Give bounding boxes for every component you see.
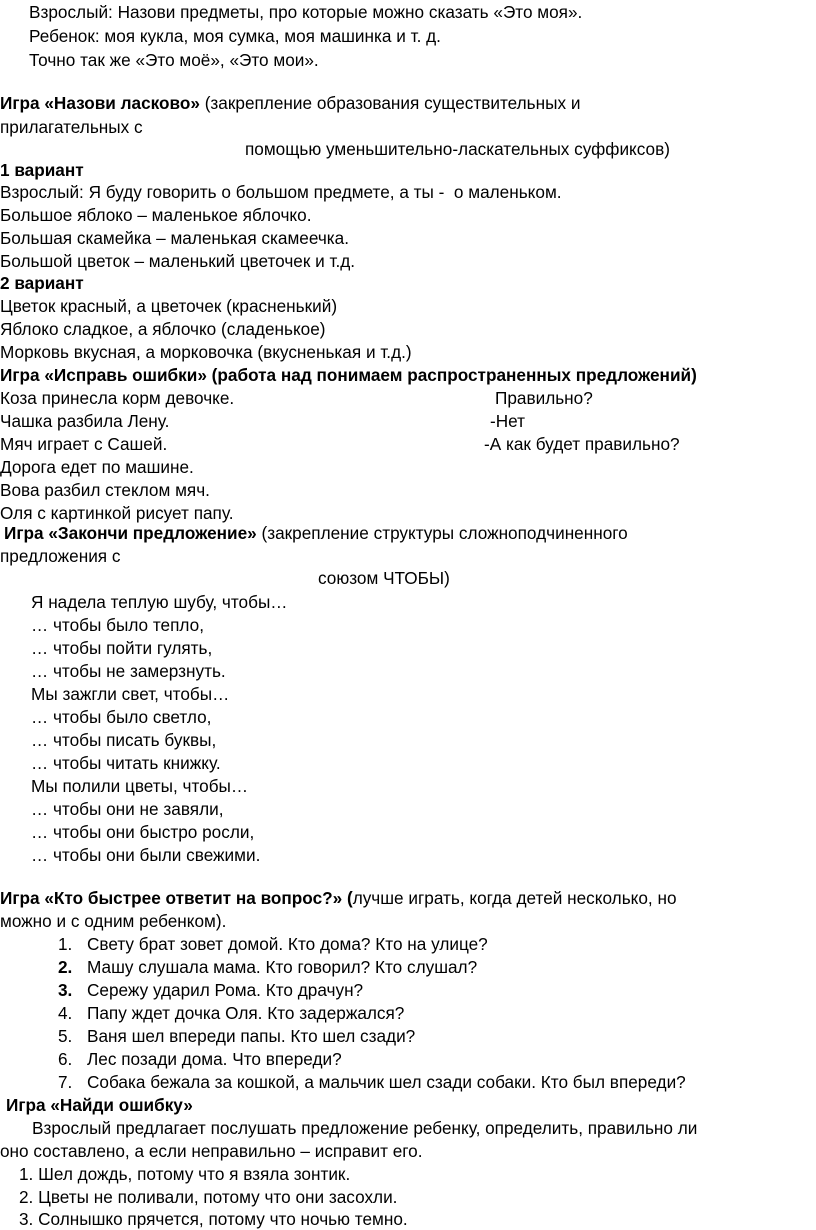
list-item: Машу слушала мама. Кто говорил? Кто слушал? <box>87 957 478 977</box>
list-number: 5. <box>58 1026 73 1046</box>
game4-desc-2: можно и с одним ребенком). <box>0 911 227 931</box>
game2-line: Чашка разбила Лену. <box>0 411 170 431</box>
game5-item: 1. Шел дождь, потому что я взяла зонтик. <box>19 1164 351 1184</box>
game1-desc-3: помощью уменьшительно-ласкательных суффиксов) <box>245 139 670 159</box>
variant2-line: Цветок красный, а цветочек (красненький) <box>0 296 338 316</box>
game2-reply: -А как будет правильно? <box>484 434 680 454</box>
list-number: 6. <box>58 1049 73 1069</box>
game3-line: … чтобы они были свежими. <box>31 845 261 865</box>
game3-line: … чтобы читать книжку. <box>31 753 221 773</box>
game3-line: Я надела теплую шубу, чтобы… <box>31 592 288 612</box>
game4-heading <box>0 887 677 909</box>
game3-desc-2: предложения с <box>0 546 121 566</box>
game2-line: Мяч играет с Сашей. <box>0 434 168 454</box>
variant1-line: Большой цветок – маленький цветочек и т.д. <box>0 251 356 271</box>
intro-line-3: Точно так же «Это моё», «Это мои». <box>29 50 319 70</box>
game3-line: … чтобы было тепло, <box>31 615 204 635</box>
game3-line: … чтобы писать буквы, <box>31 730 217 750</box>
game5-item: 2. Цветы не поливали, потому что они засохли. <box>19 1187 398 1207</box>
game4-desc: лучше играть, когда детей несколько, но <box>352 888 677 908</box>
game3-desc: (закрепление структуры сложноподчиненного <box>256 523 628 543</box>
game1-title: Игра «Назови ласково» <box>0 93 200 113</box>
variant1-line: Большое яблоко – маленькое яблочко. <box>0 205 312 225</box>
game3-line: … чтобы пойти гулять, <box>31 638 213 658</box>
game2-line: Оля с картинкой рисует папу. <box>0 503 234 523</box>
game2-title: Игра «Исправь ошибки» (работа над понимаем распространенных предложений) <box>0 365 697 385</box>
game3-line: Мы зажгли свет, чтобы… <box>31 684 230 704</box>
game5-item: 3. Солнышко прячется, потому что ночью темно. <box>19 1209 408 1229</box>
game3-heading <box>4 522 628 544</box>
game2-reply: Правильно? <box>495 388 593 408</box>
variant2-line: Морковь вкусная, а морковочка (вкусненькая и т.д.) <box>0 342 412 362</box>
game1-heading <box>0 92 580 114</box>
list-item: Сережу ударил Рома. Кто драчун? <box>87 980 364 1000</box>
game5-title: Игра «Найди ошибку» <box>6 1095 193 1115</box>
game1-desc: (закрепление образования существительных и <box>199 93 581 113</box>
variant2-title: 2 вариант <box>0 273 84 293</box>
intro-line-1: Взрослый: Назови предметы, про которые можно сказать «Это моя». <box>29 2 583 22</box>
game3-title: Игра «Закончи предложение» <box>4 523 257 543</box>
game1-desc-2: прилагательных с <box>0 117 143 137</box>
list-number: 1. <box>58 934 73 954</box>
list-number: 3. <box>58 980 73 1000</box>
game2-line: Вова разбил стеклом мяч. <box>0 480 210 500</box>
list-item: Ваня шел впереди папы. Кто шел сзади? <box>87 1026 416 1046</box>
game5-desc-2: оно составлено, а если неправильно – исправит его. <box>0 1141 423 1161</box>
list-number: 4. <box>58 1003 73 1023</box>
game3-line: … чтобы они быстро росли, <box>31 822 255 842</box>
intro-line-2: Ребенок: моя кукла, моя сумка, моя машинка и т. д. <box>29 26 441 46</box>
game2-reply: -Нет <box>490 411 525 431</box>
game2-line: Дорога едет по машине. <box>0 457 194 477</box>
list-item: Лес позади дома. Что впереди? <box>87 1049 342 1069</box>
game2-line: Коза принесла корм девочке. <box>0 388 235 408</box>
variant2-line: Яблоко сладкое, а яблочко (сладенькое) <box>0 319 326 339</box>
game5-desc-1: Взрослый предлагает послушать предложение ребенку, определить, правильно ли <box>32 1118 698 1138</box>
game3-line: … чтобы не замерзнуть. <box>31 661 226 681</box>
game3-line: … чтобы они не завяли, <box>31 799 224 819</box>
variant1-line: Взрослый: Я буду говорить о большом предмете, а ты - о маленьком. <box>0 182 562 202</box>
game3-line: Мы полили цветы, чтобы… <box>31 776 249 796</box>
game3-desc-3: союзом ЧТОБЫ) <box>318 568 450 588</box>
list-item: Собака бежала за кошкой, а мальчик шел сзади собаки. Кто был впереди? <box>87 1072 686 1092</box>
variant1-title: 1 вариант <box>0 160 84 180</box>
list-item: Свету брат зовет домой. Кто дома? Кто на улице? <box>87 934 488 954</box>
game4-title: Игра «Кто быстрее ответит на вопрос?» ( <box>0 888 353 908</box>
variant1-line: Большая скамейка – маленькая скамеечка. <box>0 228 350 248</box>
game3-line: … чтобы было светло, <box>31 707 212 727</box>
list-number: 7. <box>58 1072 73 1092</box>
list-item: Папу ждет дочка Оля. Кто задержался? <box>87 1003 405 1023</box>
list-number: 2. <box>58 957 73 977</box>
